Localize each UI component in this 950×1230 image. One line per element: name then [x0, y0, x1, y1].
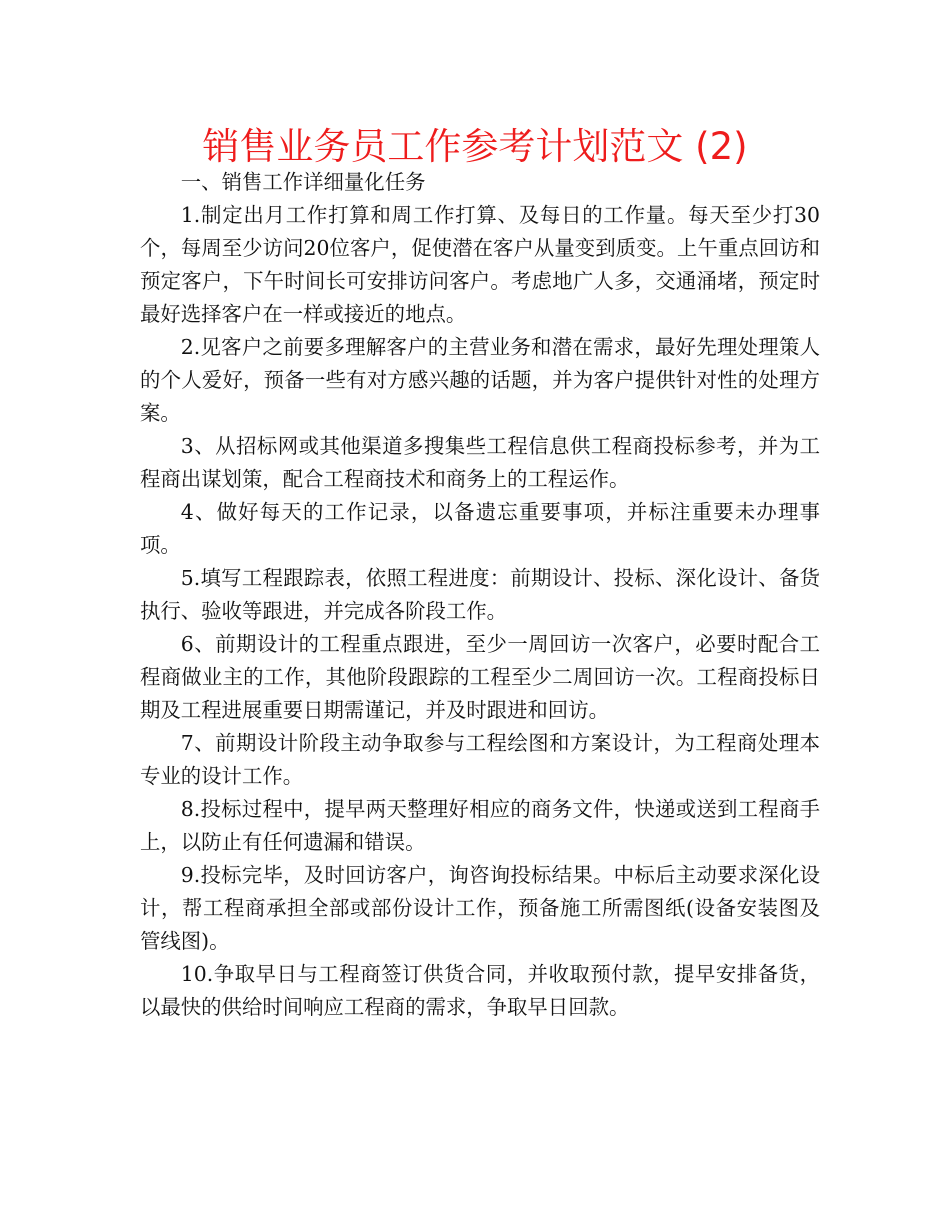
paragraph-6: 6、前期设计的工程重点跟进，至少一周回访一次客户，必要时配合工程商做业主的工作，其他阶段跟踪的工程至少二周回访一次。工程商投标日期及工程进展重要日期需谨记，并及时跟进和回访。 — [140, 632, 820, 722]
paragraph-3: 3、从招标网或其他渠道多搜集些工程信息供工程商投标参考，并为工程商出谋划策，配合工程商技术和商务上的工程运作。 — [140, 434, 820, 491]
paragraph-9: 9.投标完毕，及时回访客户，询咨询投标结果。中标后主动要求深化设计，帮工程商承担全部或部份设计工作，预备施工所需图纸(设备安装图及管线图)。 — [140, 863, 820, 953]
paragraph-1: 1.制定出月工作打算和周工作打算、及每日的工作量。每天至少打30个，每周至少访问20位客户，促使潜在客户从量变到质变。上午重点回访和预定客户，下午时间长可安排访问客户。考虑地广人多，交通涌堵，预定时最好选择客户在一样或接近的地点。 — [140, 203, 820, 326]
paragraph-8: 8.投标过程中，提早两天整理好相应的商务文件，快递或送到工程商手上，以防止有任何遗漏和错误。 — [140, 797, 820, 854]
document-title: 销售业务员工作参考计划范文 (2) — [202, 125, 748, 168]
document-body — [140, 166, 820, 1024]
section-heading: 一、销售工作详细量化任务 — [180, 170, 426, 194]
paragraph-4: 4、做好每天的工作记录，以备遗忘重要事项，并标注重要未办理事项。 — [140, 500, 820, 557]
paragraph-5: 5.填写工程跟踪表，依照工程进度：前期设计、投标、深化设计、备货执行、验收等跟进，并完成各阶段工作。 — [140, 566, 820, 623]
paragraph-10: 10.争取早日与工程商签订供货合同，并收取预付款，提早安排备货，以最快的供给时间响应工程商的需求，争取早日回款。 — [140, 962, 820, 1019]
paragraph-7: 7、前期设计阶段主动争取参与工程绘图和方案设计，为工程商处理本专业的设计工作。 — [140, 731, 820, 788]
paragraph-2: 2.见客户之前要多理解客户的主营业务和潜在需求，最好先理处理策人的个人爱好，预备一些有对方感兴趣的话题，并为客户提供针对性的处理方案。 — [140, 335, 820, 425]
